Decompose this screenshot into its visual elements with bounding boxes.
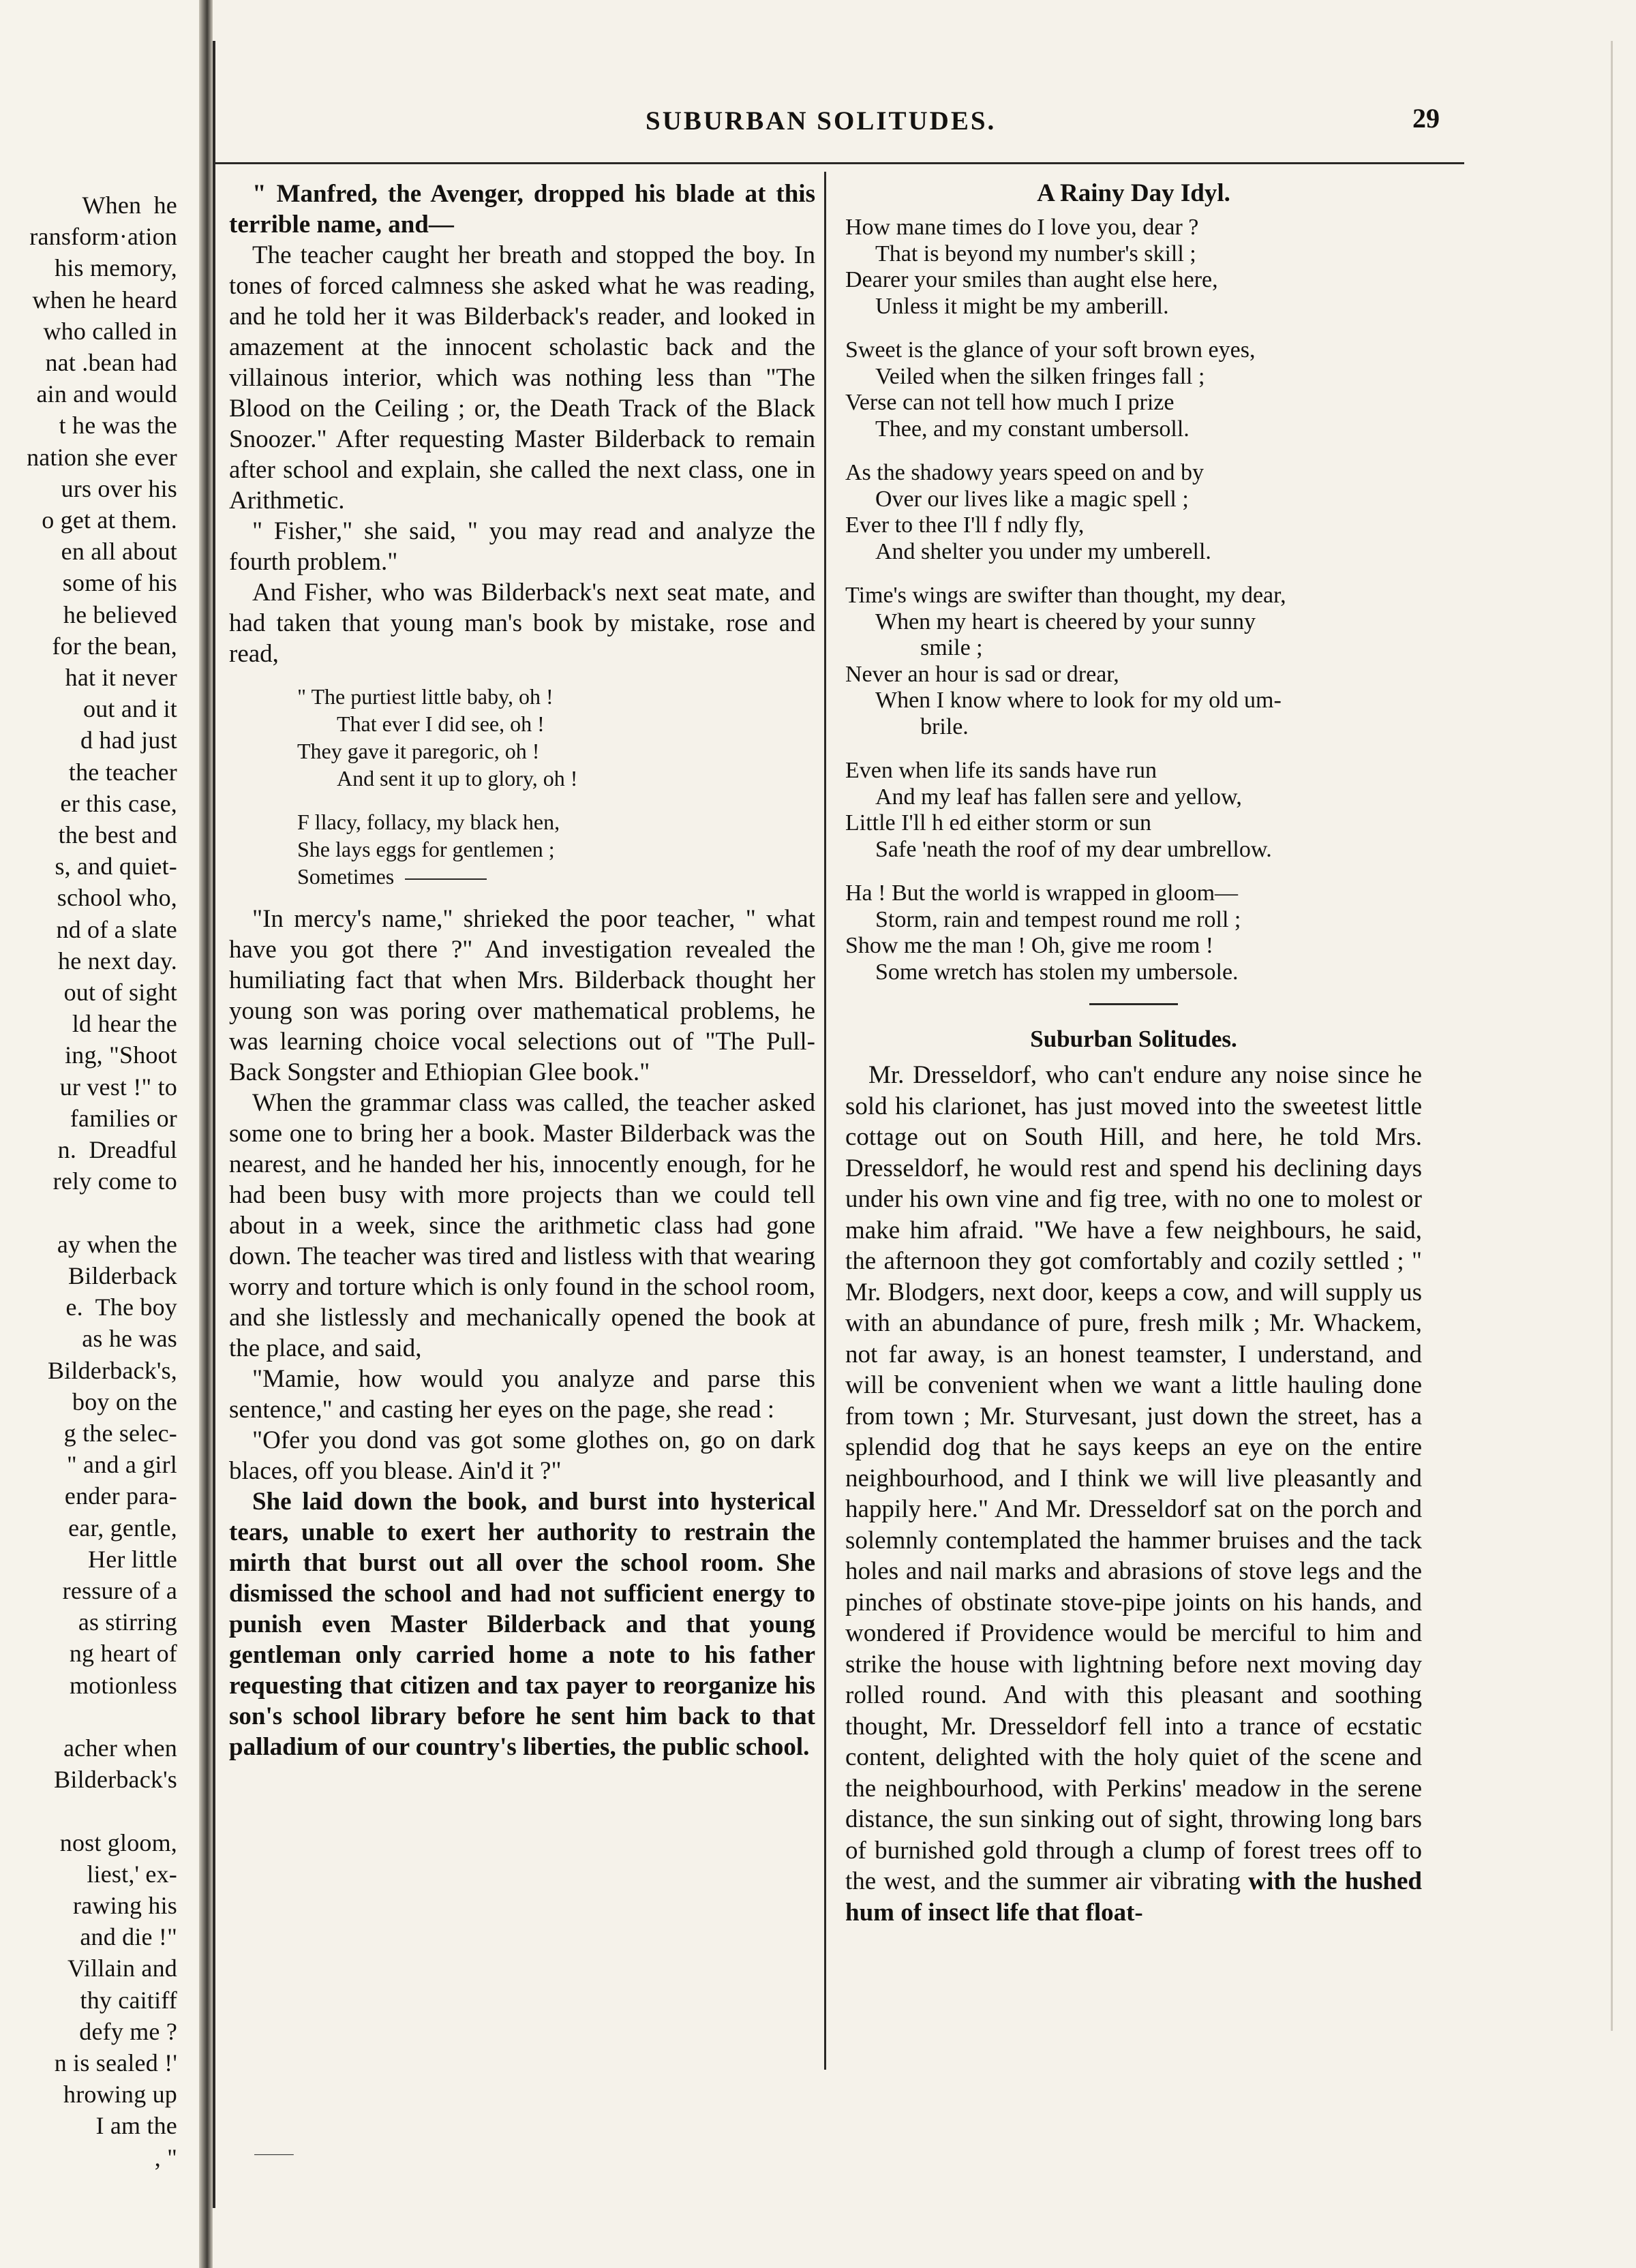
poem-line: Dearer your smiles than aught else here, xyxy=(845,267,1218,292)
previous-page-line: his memory, xyxy=(55,254,177,282)
previous-page-line: en all about xyxy=(61,538,177,566)
poem-line: Time's wings are swifter than thought, my dear, xyxy=(845,583,1286,608)
previous-page-line: out and it xyxy=(83,695,177,723)
frame-right-rule xyxy=(1611,41,1613,2031)
previous-page-line: ender para- xyxy=(64,1482,177,1510)
poem-line: Never an hour is sad or drear, xyxy=(845,661,1119,687)
paragraph: She laid down the book, and burst into hysterical tears, unable to exert her authority to restrain the mirth that burst out all over the school room. She dismissed the school and had not sufficient energy to punish even Master Bilderback and that young gentleman only carried home a note to his father requesting that citizen and tax payer to reorganize his son's school library before he sent him back to that palladium of our country's liberties, the public school. xyxy=(229,1488,815,1761)
previous-page-line: motionless xyxy=(69,1671,177,1699)
poem-line: Little I'll h ed either storm or sun xyxy=(845,810,1151,836)
poem-line: Thee, and my constant umbersoll. xyxy=(875,416,1190,442)
poem-line: Sweet is the glance of your soft brown eyes, xyxy=(845,337,1256,363)
previous-page-line: ing, "Shoot xyxy=(65,1041,177,1069)
previous-page-line: nat .bean had xyxy=(45,349,177,377)
previous-page-line: ng heart of xyxy=(69,1640,177,1668)
poem-line: Unless it might be my amberill. xyxy=(875,293,1169,319)
previous-page-line: the best and xyxy=(58,821,177,849)
stanza xyxy=(845,337,1422,442)
previous-page-line: hat it never xyxy=(65,664,177,692)
previous-page-line: " and a girl xyxy=(66,1451,177,1479)
stanza xyxy=(845,758,1422,863)
previous-page-line: t he was the xyxy=(59,412,177,440)
previous-page-line: Villain and xyxy=(67,1955,177,1982)
dash-rule xyxy=(405,878,487,880)
verse-line-last: Sometimes xyxy=(297,863,815,890)
previous-page-line: I am the xyxy=(95,2112,177,2140)
paragraph: " Manfred, the Avenger, dropped his blade at this terrible name, and— xyxy=(229,180,815,239)
previous-page-line: when he heard xyxy=(32,286,177,313)
paragraph: "In mercy's name," shrieked the poor teacher, " what have you got there ?" And investigation revealed the humiliating fact that when Mrs. Bilderback thought her young son was poring over mathematical problems, he was learning choice vocal selections out of "The Pull-Back Songster and Ethiopian Glee book." xyxy=(229,905,815,1086)
verse-line: And sent it up to glory, oh ! xyxy=(337,766,578,791)
previous-page-line: rawing his xyxy=(73,1891,177,1919)
verse-line: That ever I did see, oh ! xyxy=(337,711,545,736)
previous-page-line: nd of a slate xyxy=(56,915,177,943)
poem-line: Storm, rain and tempest round me roll ; xyxy=(875,906,1241,932)
paragraph: And Fisher, who was Bilderback's next seat mate, and had taken that young man's book by mistake, rose and read, xyxy=(229,579,815,668)
page-gutter xyxy=(199,0,213,2268)
previous-page-line: out of sight xyxy=(63,979,177,1007)
poem-line: Even when life its sands have run xyxy=(845,758,1157,783)
footer-mark: ⸻ xyxy=(254,2145,296,2163)
page xyxy=(213,0,1636,2268)
previous-page-line: for the bean, xyxy=(52,632,177,660)
previous-page-line: he believed xyxy=(63,600,177,628)
poem-line: smile ; xyxy=(920,635,983,660)
previous-page-line: as he was xyxy=(82,1325,177,1353)
verse-line: " The purtiest little baby, oh ! xyxy=(297,684,554,709)
poem-line: brile. xyxy=(920,714,969,739)
poem-title: A Rainy Day Idyl. xyxy=(1037,179,1230,207)
previous-page-line: , " xyxy=(154,2143,177,2171)
poem-line: Some wretch has stolen my umbersole. xyxy=(875,959,1239,985)
previous-page-text xyxy=(0,189,177,2173)
stanza xyxy=(845,215,1422,320)
poem-line: Over our lives like a magic spell ; xyxy=(875,486,1189,512)
previous-page-line: some of his xyxy=(62,569,177,597)
poem-line: As the shadowy years speed on and by xyxy=(845,460,1204,485)
verse-quote xyxy=(297,683,815,890)
previous-page-line: nost gloom, xyxy=(59,1828,177,1856)
poem-line: When I know where to look for my old um- xyxy=(875,688,1282,713)
previous-page-line: Her little xyxy=(88,1545,177,1573)
previous-page-line: thy caitiff xyxy=(80,1986,177,2014)
previous-page-line: and die !" xyxy=(80,1923,177,1951)
previous-page-line: ressure of a xyxy=(62,1576,177,1604)
previous-page-line: n is sealed !' xyxy=(54,2049,177,2077)
left-column xyxy=(229,179,815,1762)
verse-line: They gave it paregoric, oh ! xyxy=(297,739,540,763)
paragraph: " Fisher," she said, " you may read and analyze the fourth problem." xyxy=(229,517,815,576)
previous-page-line: acher when xyxy=(63,1734,177,1762)
previous-page-line: n. Dreadful xyxy=(57,1136,177,1164)
page-number: 29 xyxy=(1412,103,1440,134)
previous-page-line: Bilderback's, xyxy=(47,1356,177,1384)
paragraph: "Ofer you dond vas got some glothes on, go on dark blaces, off you blease. Ain'd it ?" xyxy=(229,1426,815,1485)
previous-page-line: er this case, xyxy=(60,789,177,817)
running-head: SUBURBAN SOLITUDES. xyxy=(646,106,997,136)
previous-page-line: When he xyxy=(82,191,177,219)
stanza xyxy=(845,460,1422,565)
previous-page-line: school who, xyxy=(57,884,177,912)
previous-page-line: g the selec- xyxy=(63,1419,177,1447)
previous-page-line: s, and quiet- xyxy=(55,853,177,880)
previous-page-line: Bilderback xyxy=(68,1261,177,1289)
previous-page-line: ain and would xyxy=(36,380,177,408)
poem-line: Veiled when the silken fringes fall ; xyxy=(875,363,1205,389)
verse-line: She lays eggs for gentlemen ; xyxy=(297,837,555,861)
previous-page-line xyxy=(0,1197,177,1229)
previous-page-line: liest,' ex- xyxy=(87,1860,177,1888)
poem-line: And my leaf has fallen sere and yellow, xyxy=(875,784,1242,810)
poem-line: Safe 'neath the roof of my dear umbrellow. xyxy=(875,836,1272,862)
previous-page-line: nation she ever xyxy=(27,443,177,471)
previous-page-fragment xyxy=(0,0,199,2268)
poem-line: How mane times do I love you, dear ? xyxy=(845,215,1199,240)
previous-page-line: e. The boy xyxy=(65,1293,177,1321)
poem-line: And shelter you under my umberell. xyxy=(875,538,1211,564)
previous-page-line: o get at them. xyxy=(42,506,177,534)
section-rule xyxy=(1089,1003,1178,1005)
article-body: Mr. Dresseldorf, who can't endure any noise since he sold his clarionet, has just moved into the sweetest little cottage out on South Hill, and here, he told Mrs. Dresseldorf, he would rest and spend his declining days under his own vine and fig tree, with no one to molest or make him afraid. "We have a few neighbours, he said, the afternoon they got comfortably and cozily settled ; " Mr. Blodgers, next door, keeps a cow, and will supply us with an abundance of pure, fresh milk ; Mr. Whackem, not far away, is an honest teamster, I understand, and will be convenient when we want a little hauling done from town ; Mr. Sturvesant, just down the street, has a splendid dog that he says keeps an eye on the entire neighbourhood, and I think we will live pleasantly and happily here." And Mr. Dresseldorf sat on the porch and solemnly contemplated the hammer bruises and the tack holes and nail marks and abrasions of stove legs and the pinches of obstinate stove-pipe joints on his hands, and wondered if Providence would be merciful to him and strike the house with lightning before next moving day rolled round. And with this pleasant and soothing thought, Mr. Dresseldorf fell into a trance of ecstatic content, delighted with the holy quiet of the scene and the neighbourhood, with Perkins' meadow in the serene distance, the sun sinking out of sight, throwing long bars of burnished gold through a clump of forest trees off to the west, and the summer air vibrating with the hushed hum of insect life that float- xyxy=(845,1061,1422,1927)
previous-page-line: as stirring xyxy=(78,1608,177,1636)
right-column xyxy=(845,179,1422,1928)
article-title: Suburban Solitudes. xyxy=(1030,1026,1237,1052)
poem-line: That is beyond my number's skill ; xyxy=(875,241,1196,266)
previous-page-line: hrowing up xyxy=(63,2081,177,2109)
previous-page-line: ld hear the xyxy=(72,1010,177,1038)
stanza xyxy=(845,880,1422,985)
previous-page-line: boy on the xyxy=(72,1388,177,1415)
previous-page-line xyxy=(0,1701,177,1732)
previous-page-line: Bilderback's xyxy=(54,1766,177,1794)
column-divider xyxy=(824,172,826,2070)
verse-line: F llacy, follacy, my black hen, xyxy=(297,810,560,834)
header-rule xyxy=(213,162,1464,164)
previous-page-line: the teacher xyxy=(68,758,177,786)
previous-page-line: rely come to xyxy=(52,1167,177,1195)
poem-line: Ever to thee I'll f ndly fly, xyxy=(845,512,1085,538)
previous-page-line: defy me ? xyxy=(79,2017,177,2045)
paragraph: The teacher caught her breath and stopped the boy. In tones of forced calmness she asked what he was reading, and he told her it was Bilderback's reader, and looked in amazement at the innocent scholastic back and the villainous interior, which was nothing less than "The Blood on the Ceiling ; or, the Death Track of the Black Snoozer." After requesting Master Bilderback to remain after school and explain, she called the next class, one in Arithmetic. xyxy=(229,241,815,515)
poem-line: Show me the man ! Oh, give me room ! xyxy=(845,933,1214,958)
stanza xyxy=(845,583,1422,740)
previous-page-line: ay when the xyxy=(57,1230,177,1258)
previous-page-line: he next day. xyxy=(58,947,177,975)
paragraph: "Mamie, how would you analyze and parse this sentence," and casting her eyes on the page, she read : xyxy=(229,1365,815,1424)
previous-page-line: families or xyxy=(70,1104,177,1132)
previous-page-line xyxy=(0,1795,177,1826)
previous-page-line: ur vest !" to xyxy=(59,1073,177,1101)
previous-page-line: ear, gentle, xyxy=(68,1514,177,1542)
previous-page-line: urs over his xyxy=(61,474,177,502)
previous-page-line: who called in xyxy=(43,317,177,345)
paragraph: When the grammar class was called, the teacher asked some one to bring her a book. Master Bilderback was the nearest, and he handed her his, innocently enough, for he had been busy with more projects than we could tell about in a week, since the arithmetic class had gone down. The teacher was tired and listless with that wearing worry and torture which is only found in the school room, and she listlessly and mechanically opened the book at the place, and said, xyxy=(229,1089,815,1362)
poem-line: Ha ! But the world is wrapped in gloom— xyxy=(845,880,1239,906)
previous-page-line: ransform·ation xyxy=(29,223,177,251)
poem-line: Verse can not tell how much I prize xyxy=(845,390,1175,415)
poem-line: When my heart is cheered by your sunny xyxy=(875,609,1256,634)
previous-page-line: d had just xyxy=(80,726,177,754)
